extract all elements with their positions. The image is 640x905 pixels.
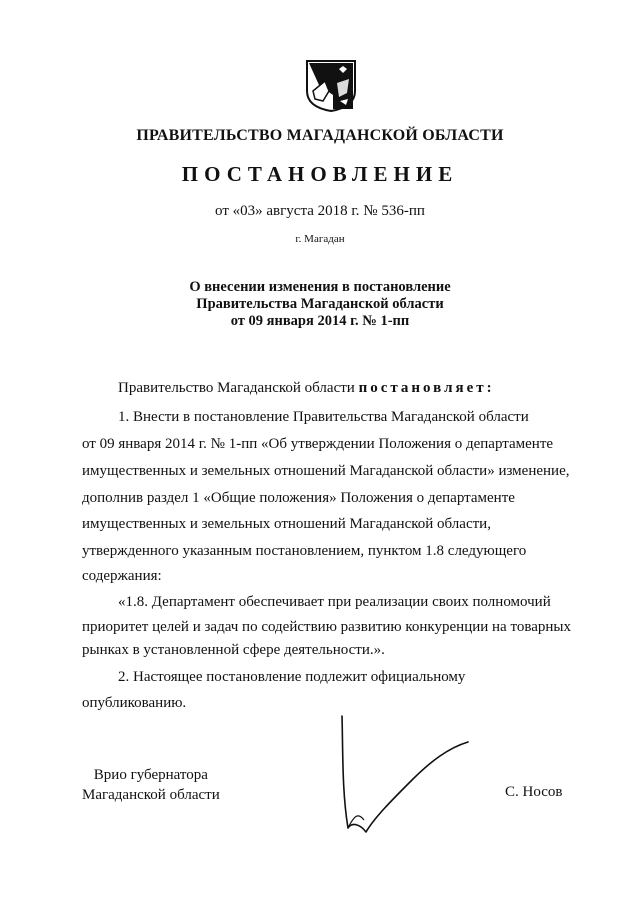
document-place: г. Магадан: [295, 233, 345, 245]
subject-line: О внесении изменения в постановление: [189, 279, 451, 295]
magadan-coat-of-arms-icon: [303, 57, 359, 113]
signatory-role-line: Магаданской области: [82, 787, 220, 803]
quote-line: приоритет целей и задач по содействию развитию конкуренции на товарных: [82, 619, 571, 635]
authority-title: ПРАВИТЕЛЬСТВО МАГАДАНСКОЙ ОБЛАСТИ: [136, 127, 504, 144]
item1-line: 1. Внести в постановление Правительства Магаданской области: [118, 409, 529, 425]
document-type: ПОСТАНОВЛЕНИЕ: [181, 162, 459, 186]
item1-line: дополнив раздел 1 «Общие положения» Положения о департаменте: [82, 490, 515, 506]
item1-line: от 09 января 2014 г. № 1-пп «Об утверждении Положения о департаменте: [82, 436, 554, 452]
document-subject: [0, 279, 640, 330]
document-date-number: от «03» августа 2018 г. № 536-пп: [215, 203, 425, 219]
signatory-role: [82, 765, 220, 805]
quote-line: «1.8. Департамент обеспечивает при реализации своих полномочий: [118, 594, 551, 610]
item1-line: содержания:: [82, 568, 162, 584]
item1-line: имущественных и земельных отношений Магаданской области,: [82, 516, 491, 532]
item2-line: опубликованию.: [82, 695, 187, 711]
preamble-lead: Правительство Магаданской области: [118, 380, 355, 396]
subject-line: от 09 января 2014 г. № 1-пп: [230, 313, 410, 329]
item2-line: 2. Настоящее постановление подлежит официальному: [118, 669, 466, 685]
item1-line: имущественных и земельных отношений Магаданской области» изменение,: [82, 463, 570, 479]
quote-line: рынках в установленной сфере деятельности.».: [82, 642, 385, 658]
subject-line: Правительства Магаданской области: [196, 296, 444, 312]
signatory-name: С. Носов: [505, 784, 563, 800]
preamble: [118, 380, 495, 397]
signatory-role-line: Врио губернатора: [93, 767, 208, 783]
item1-line: утвержденного указанным постановлением, пунктом 1.8 следующего: [82, 543, 527, 559]
handwritten-signature-icon: [330, 712, 480, 842]
preamble-verb: постановляет:: [358, 380, 495, 396]
